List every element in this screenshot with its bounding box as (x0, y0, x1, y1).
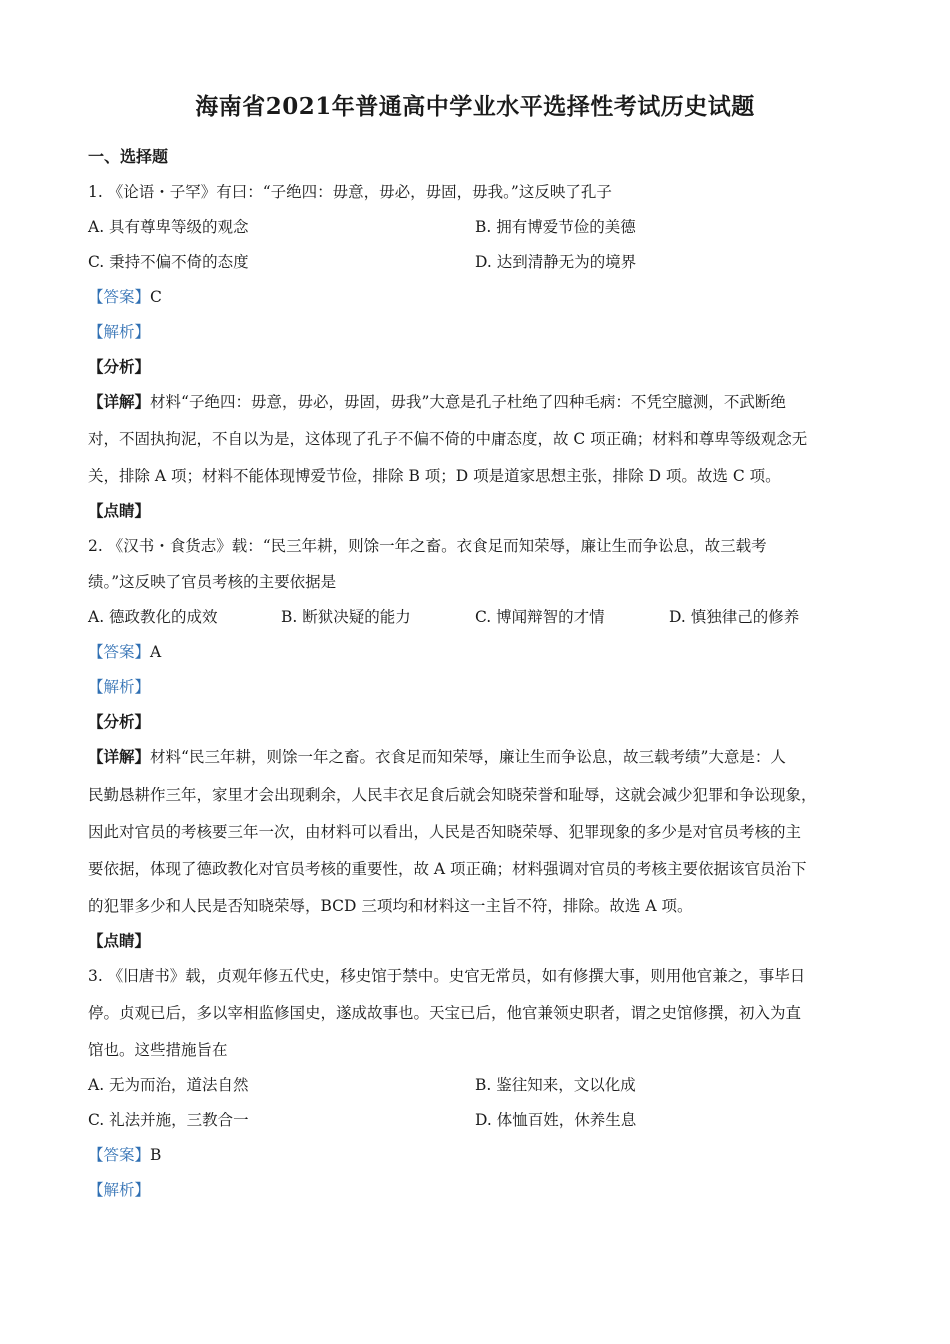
question-3-option-a: A. 无为而治，道法自然 (88, 1076, 249, 1094)
detail-text: 材料“子绝四：毋意，毋必，毋固，毋我”大意是孔子杜绝了四种毛病：不凭空臆测，不武断绝 (150, 393, 786, 411)
question-3-option-b: B. 鉴往知来，文以化成 (475, 1076, 636, 1094)
question-3-option-d: D. 体恤百姓，休养生息 (475, 1111, 637, 1129)
question-2-detail-line-5: 的犯罪多少和人民是否知晓荣辱，BCD 三项均和材料这一主旨不符，排除。故选 A 项。 (88, 897, 693, 915)
question-2-dianjing-label: 【点睛】 (88, 931, 151, 950)
question-2-detail-line-4: 要依据，体现了德政教化对官员考核的重要性，故 A 项正确；材料强调对官员的考核主要依据该官员治下 (88, 860, 807, 878)
question-1-dianjing-label: 【点睛】 (88, 501, 151, 520)
question-1-option-b: B. 拥有博爱节俭的美德 (475, 218, 636, 236)
answer-value: A (150, 643, 162, 661)
question-1-detail-line-2: 对，不固执拘泥，不自以为是，这体现了孔子不偏不倚的中庸态度，故 C 项正确；材料和尊卑等级观念无 (88, 430, 808, 448)
answer-value: B (150, 1146, 162, 1164)
question-2-stem-line-2: 绩。”这反映了官员考核的主要依据是 (88, 573, 337, 591)
question-2-detail-line-3: 因此对官员的考核要三年一次，由材料可以看出，人民是否知晓荣辱、犯罪现象的多少是对官员考核的主 (88, 823, 802, 841)
question-2-option-d: D. 慎独律己的修养 (669, 608, 800, 626)
question-1-analysis-label: 【解析】 (88, 323, 151, 341)
question-3-stem-line-3: 馆也。这些措施旨在 (88, 1041, 228, 1059)
detail-label: 【详解】 (88, 747, 151, 766)
question-2-detail-line-2: 民勤恳耕作三年，家里才会出现剩余，人民丰衣足食后就会知晓荣誉和耻辱，这就会减少犯罪和争讼现象， (88, 786, 817, 804)
question-3-stem-line-2: 停。贞观已后，多以宰相监修国史，遂成故事也。天宝已后，他官兼领史职者，谓之史馆修撰，初入为直 (88, 1004, 802, 1022)
question-2-option-c: C. 博闻辩智的才情 (475, 608, 605, 626)
question-1-detail-line-3: 关，排除 A 项；材料不能体现博爱节俭，排除 B 项；D 项是道家思想主张，排除 D 项。故选 C 项。 (88, 467, 781, 485)
question-1-fenxi-label: 【分析】 (88, 357, 151, 376)
question-1-option-c: C. 秉持不偏不倚的态度 (88, 253, 249, 271)
question-2-answer (88, 642, 868, 662)
answer-label: 【答案】 (88, 643, 151, 661)
question-1-option-a: A. 具有尊卑等级的观念 (88, 218, 249, 236)
question-2-option-b: B. 断狱决疑的能力 (281, 608, 411, 626)
question-2-analysis-label: 【解析】 (88, 678, 151, 696)
question-2-stem-line-1: 2. 《汉书・食货志》载：“民三年耕，则馀一年之畜。衣食足而知荣辱，廉让生而争讼息，故三载考 (88, 537, 767, 555)
question-2-fenxi-label: 【分析】 (88, 712, 151, 731)
answer-value: C (150, 288, 162, 306)
question-1-answer (88, 287, 868, 307)
question-3-analysis-label: 【解析】 (88, 1181, 151, 1199)
question-2-option-a: A. 德政教化的成效 (88, 608, 218, 626)
page-title: 海南省2021年普通高中学业水平选择性考试历史试题 (195, 93, 755, 120)
question-3-answer (88, 1145, 868, 1165)
detail-label: 【详解】 (88, 392, 151, 411)
question-1-stem: 1. 《论语・子罕》有曰：“子绝四：毋意，毋必，毋固，毋我。”这反映了孔子 (88, 183, 612, 201)
question-1-option-d: D. 达到清静无为的境界 (475, 253, 637, 271)
question-2-detail-line-1 (88, 747, 868, 767)
answer-label: 【答案】 (88, 1146, 151, 1164)
detail-text: 材料“民三年耕，则馀一年之畜。衣食足而知荣辱，廉让生而争讼息，故三载考绩”大意是：人 (150, 748, 786, 766)
question-3-option-c: C. 礼法并施，三教合一 (88, 1111, 249, 1129)
answer-label: 【答案】 (88, 288, 151, 306)
question-3-stem-line-1: 3. 《旧唐书》载，贞观年修五代史，移史馆于禁中。史官无常员，如有修撰大事，则用他官兼之，事毕日 (88, 967, 806, 985)
section-heading: 一、选择题 (88, 147, 169, 166)
question-1-detail-line-1 (88, 392, 868, 412)
